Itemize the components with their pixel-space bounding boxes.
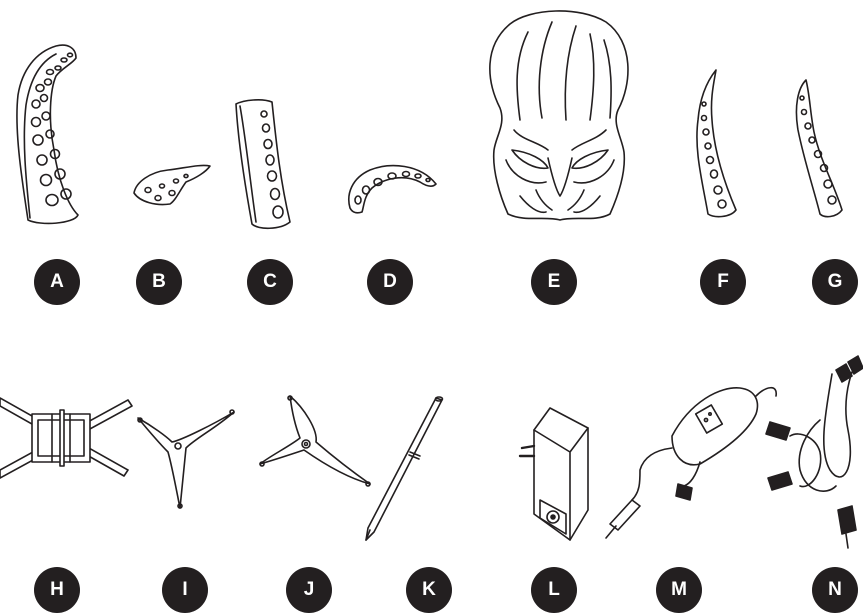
small-tentacle-tip	[134, 165, 210, 204]
thin-tentacle-g	[796, 80, 842, 217]
support-pole	[366, 397, 443, 540]
label-m-text: M	[671, 579, 687, 600]
curled-tentacle	[349, 166, 436, 213]
label-f-text: F	[717, 271, 729, 292]
label-l-text: L	[548, 579, 560, 600]
label-n-text: N	[828, 579, 842, 600]
octopus-head	[490, 11, 628, 220]
three-leg-stand	[260, 396, 370, 486]
label-a-text: A	[50, 271, 64, 292]
label-badge-a	[34, 259, 80, 305]
label-badge-j	[286, 567, 332, 613]
three-leg-base	[138, 410, 234, 508]
straight-tentacle-segment	[236, 100, 290, 228]
label-k-text: K	[422, 579, 436, 600]
label-badge-m	[656, 567, 702, 613]
label-badge-g	[812, 259, 858, 305]
label-badge-l	[531, 567, 577, 613]
tall-tentacle-a	[17, 45, 78, 223]
label-b-text: B	[152, 271, 166, 292]
power-adapter	[520, 408, 588, 540]
label-badge-n	[812, 567, 858, 613]
label-badge-f	[700, 259, 746, 305]
label-h-text: H	[50, 579, 64, 600]
label-badge-b	[136, 259, 182, 305]
label-j-text: J	[303, 579, 315, 600]
label-g-text: G	[827, 271, 843, 292]
label-e-text: E	[547, 271, 561, 292]
label-badge-i	[162, 567, 208, 613]
label-badge-h	[34, 567, 80, 613]
label-badge-c	[247, 259, 293, 305]
controller-box	[606, 388, 776, 538]
label-c-text: C	[263, 271, 277, 292]
label-badge-d	[367, 259, 413, 305]
light-cable-splitter	[766, 356, 863, 548]
label-i-text: I	[182, 579, 188, 600]
x-frame	[0, 398, 132, 478]
label-badge-e	[531, 259, 577, 305]
label-d-text: D	[383, 271, 397, 292]
label-badge-k	[406, 567, 452, 613]
thin-tentacle-f	[697, 70, 736, 217]
